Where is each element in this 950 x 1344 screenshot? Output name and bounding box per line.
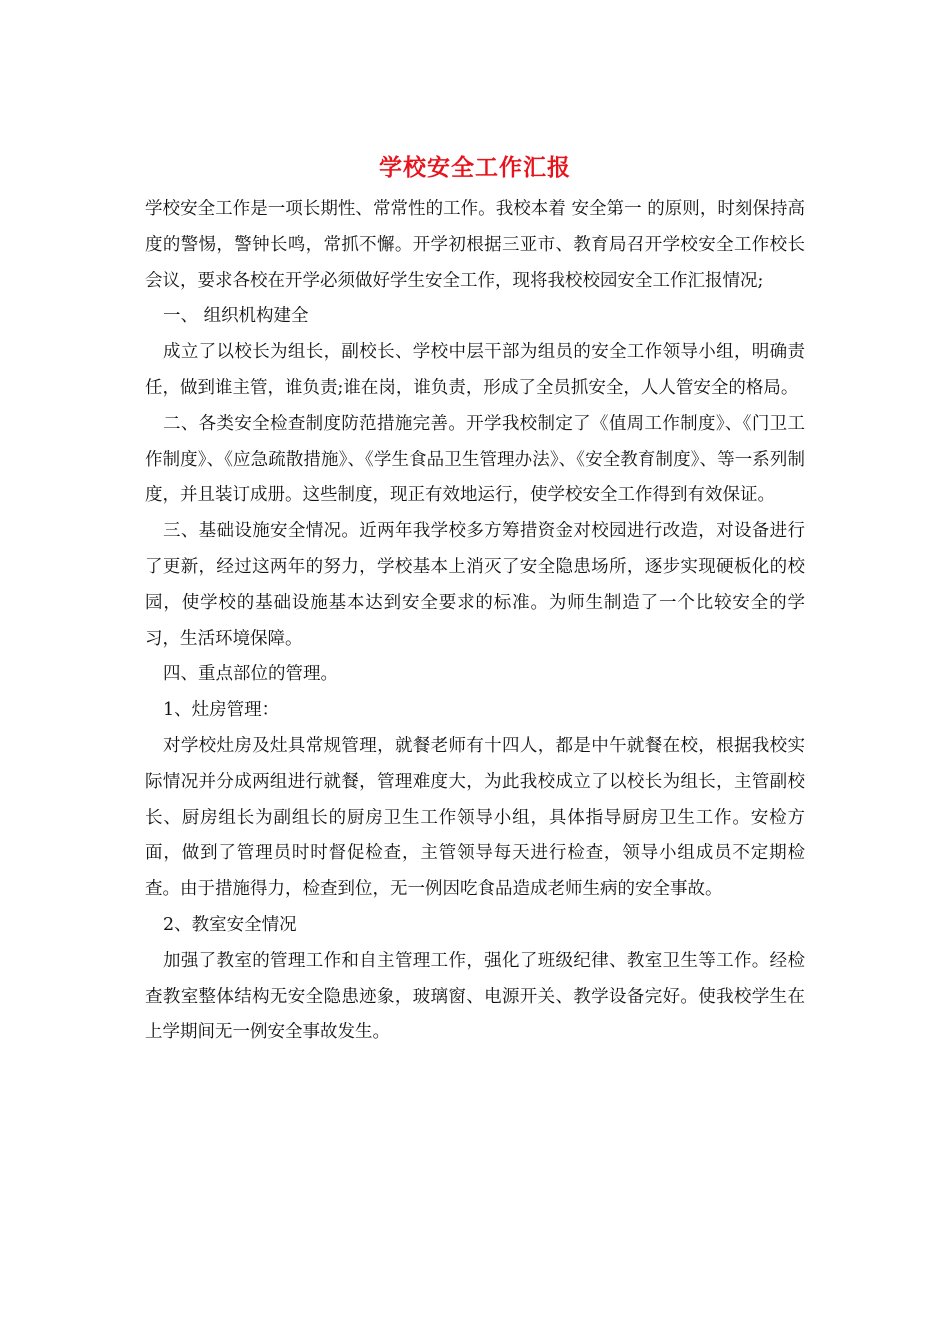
section-heading-organization: 一、 组织机构建全: [163, 306, 309, 327]
document-title: 学校安全工作汇报: [379, 154, 571, 181]
paragraph-classroom: 加强了教室的管理工作和自主管理工作，强化了班级纪律、教室卫生等工作。经检查教室整体结构无安全隐患迹象，玻璃窗、电源开关、教学设备完好。使我校学生在上学期间无一例安全事故发生。: [145, 950, 805, 1043]
paragraph-kitchen: 对学校灶房及灶具常规管理，就餐老师有十四人，都是中午就餐在校，根据我校实际情况并分成两组进行就餐，管理难度大，为此我校成立了以校长为组长，主管副校长、厨房组长为副组长的厨房卫生工作领导小组，具体指导厨房卫生工作。安检方面，做到了管理员时时督促检查，主管领导每天进行检查，领导小组成员不定期检查。由于措施得力，检查到位，无一例因吃食品造成老师生病的安全事故。: [145, 735, 805, 900]
subsection-heading-kitchen: 1、灶房管理：: [163, 700, 280, 721]
subsection-heading-classroom: 2、教室安全情况: [163, 914, 297, 935]
paragraph-inspection-system: 二、各类安全检查制度防范措施完善。开学我校制定了《值周工作制度》、《门卫工作制度》、《应急疏散措施》、《学生食品卫生管理办法》、《安全教育制度》、等一系列制度，并且装订成册。这些制度，现正有效地运行，使学校安全工作得到有效保证。: [145, 413, 805, 506]
section-heading-key-areas: 四、重点部位的管理。: [163, 664, 338, 685]
paragraph-intro: 学校安全工作是一项长期性、常常性的工作。我校本着 安全第一 的原则，时刻保持高度的警惕，警钟长鸣，常抓不懈。开学初根据三亚市、教育局召开学校安全工作校长会议，要求各校在开学必须做好学生安全工作，现将我校校园安全工作汇报情况;: [145, 199, 805, 291]
paragraph-organization: 成立了以校长为组长，副校长、学校中层干部为组员的安全工作领导小组，明确责任，做到谁主管，谁负责;谁在岗，谁负责，形成了全员抓安全，人人管安全的格局。: [145, 342, 805, 398]
document-page: [145, 148, 805, 1051]
paragraph-infrastructure: 三、基础设施安全情况。近两年我学校多方筹措资金对校园进行改造，对设备进行了更新，经过这两年的努力，学校基本上消灭了安全隐患场所，逐步实现硬板化的校园，使学校的基础设施基本达到安全要求的标准。为师生制造了一个比较安全的学习，生活环境保障。: [145, 521, 805, 649]
